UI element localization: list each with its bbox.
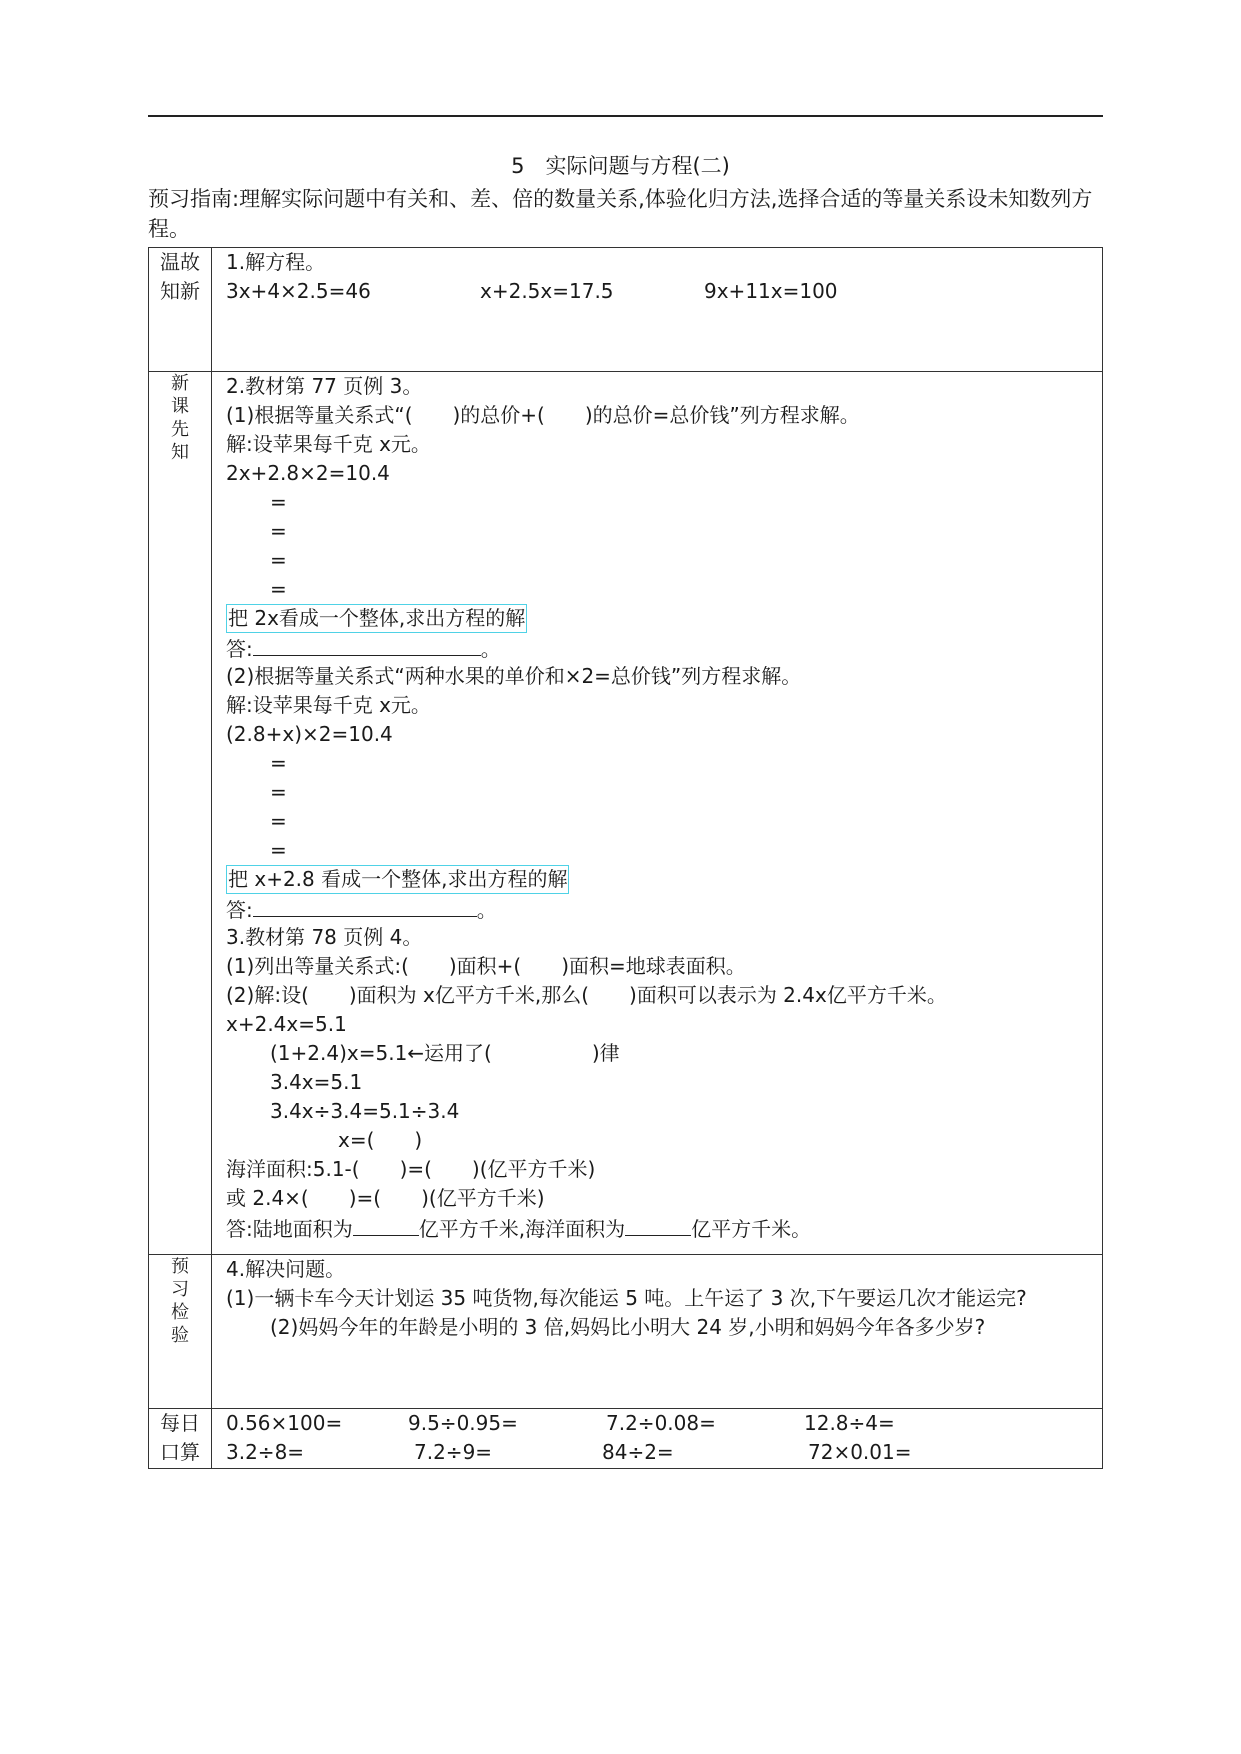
answer-line bbox=[226, 894, 1102, 923]
equation: 3.4x=5.1 bbox=[270, 1070, 363, 1094]
ocean-calculation: 或 2.4×( )=( )(亿平方千米) bbox=[226, 1186, 545, 1210]
answer-line bbox=[226, 1213, 1102, 1242]
answer-blank[interactable] bbox=[625, 1213, 691, 1236]
calc-item: 3.2÷8= bbox=[226, 1440, 305, 1464]
equation-blank-line: = bbox=[270, 490, 287, 514]
equation: x=( ) bbox=[338, 1128, 423, 1152]
problem-text: (2)妈妈今年的年龄是小明的 3 倍,妈妈比小明大 24 岁,小明和妈妈今年各多少岁? bbox=[270, 1315, 986, 1339]
section-label-check bbox=[149, 1255, 212, 1409]
section-label-daily bbox=[149, 1409, 212, 1469]
section-review bbox=[149, 248, 1103, 372]
question-heading: 4.解决问题。 bbox=[226, 1257, 346, 1281]
header-rule bbox=[148, 115, 1103, 117]
answer-prefix: 答: bbox=[226, 898, 253, 922]
section-daily bbox=[149, 1409, 1103, 1469]
instruction-text: (1)根据等量关系式“( )的总价+( )的总价=总价钱”列方程求解。 bbox=[226, 403, 860, 427]
equation-blank-line: = bbox=[270, 809, 287, 833]
label-char: 检 bbox=[171, 1302, 189, 1323]
answer-suffix: 。 bbox=[476, 898, 497, 922]
label-char: 先 bbox=[171, 419, 189, 440]
answer-text: 亿平方千米,海洋面积为 bbox=[418, 1217, 626, 1241]
equation: 3x+4×2.5=46 bbox=[226, 279, 371, 303]
answer-prefix: 答: bbox=[226, 637, 253, 661]
equation-blank-line: = bbox=[270, 780, 287, 804]
section-content-daily bbox=[212, 1409, 1103, 1469]
equation-blank-line: = bbox=[270, 838, 287, 862]
answer-blank[interactable] bbox=[353, 1213, 419, 1236]
section-check bbox=[149, 1255, 1103, 1409]
label-line: 知新 bbox=[160, 279, 200, 303]
label-line: 每日 bbox=[160, 1411, 200, 1435]
equation-blank-line: = bbox=[270, 751, 287, 775]
equation: 9x+11x=100 bbox=[704, 279, 838, 303]
section-content-review bbox=[212, 248, 1103, 372]
answer-suffix: 。 bbox=[480, 637, 501, 661]
label-char: 预 bbox=[171, 1256, 189, 1277]
instruction-text: (2)解:设( )面积为 x亿平方千米,那么( )面积可以表示为 2.4x亿平方千米。 bbox=[226, 983, 947, 1007]
ocean-calculation: 海洋面积:5.1-( )=( )(亿平方千米) bbox=[226, 1157, 596, 1181]
answer-blank[interactable] bbox=[253, 633, 481, 656]
label-line: 口算 bbox=[160, 1440, 200, 1464]
question-heading: 2.教材第 77 页例 3。 bbox=[226, 374, 423, 398]
calc-item: 84÷2= bbox=[602, 1440, 674, 1464]
calc-item: 0.56×100= bbox=[226, 1411, 343, 1435]
equation: 2x+2.8×2=10.4 bbox=[226, 461, 390, 485]
instruction-text: (2)根据等量关系式“两种水果的单价和×2=总价钱”列方程求解。 bbox=[226, 664, 802, 688]
section-label-review bbox=[149, 248, 212, 372]
calc-row bbox=[226, 1438, 1102, 1467]
label-line: 温故 bbox=[160, 250, 200, 274]
equation-blank-line: = bbox=[270, 548, 287, 572]
equation: x+2.4x=5.1 bbox=[226, 1012, 347, 1036]
instruction-text: (1)列出等量关系式:( )面积+( )面积=地球表面积。 bbox=[226, 954, 746, 978]
equation: (1+2.4)x=5.1←运用了( )律 bbox=[270, 1041, 620, 1065]
answer-text: 亿平方千米。 bbox=[691, 1217, 812, 1241]
question-heading: 3.教材第 78 页例 4。 bbox=[226, 925, 423, 949]
equation-blank-line: = bbox=[270, 577, 287, 601]
equation-blank-line: = bbox=[270, 519, 287, 543]
label-char: 验 bbox=[171, 1325, 189, 1346]
calc-item: 7.2÷0.08= bbox=[606, 1411, 716, 1435]
answer-text: 答:陆地面积为 bbox=[226, 1217, 353, 1241]
label-char: 知 bbox=[171, 442, 189, 463]
calc-row bbox=[226, 1409, 1102, 1438]
hint-box: 把 x+2.8 看成一个整体,求出方程的解 bbox=[226, 865, 569, 894]
calc-item: 9.5÷0.95= bbox=[408, 1411, 518, 1435]
calc-item: 72×0.01= bbox=[808, 1440, 912, 1464]
section-content-check bbox=[212, 1255, 1103, 1409]
answer-line bbox=[226, 633, 1102, 662]
hint-box: 把 2x看成一个整体,求出方程的解 bbox=[226, 604, 527, 633]
question-heading: 1.解方程。 bbox=[226, 250, 326, 274]
section-label-new bbox=[149, 372, 212, 1255]
label-char: 新 bbox=[171, 373, 189, 394]
calc-item: 12.8÷4= bbox=[804, 1411, 895, 1435]
solution-let: 解:设苹果每千克 x元。 bbox=[226, 432, 431, 456]
section-content-new bbox=[212, 372, 1103, 1255]
page-title: 5 实际问题与方程(二) bbox=[511, 154, 730, 178]
equation: (2.8+x)×2=10.4 bbox=[226, 722, 393, 746]
equation: x+2.5x=17.5 bbox=[480, 279, 614, 303]
worksheet-table bbox=[148, 247, 1103, 1469]
answer-blank[interactable] bbox=[253, 894, 477, 917]
calc-item: 7.2÷9= bbox=[414, 1440, 493, 1464]
equation: 3.4x÷3.4=5.1÷3.4 bbox=[270, 1099, 460, 1123]
equation-row bbox=[226, 277, 1102, 306]
solution-let: 解:设苹果每千克 x元。 bbox=[226, 693, 431, 717]
label-char: 习 bbox=[171, 1279, 189, 1300]
problem-text: (1)一辆卡车今天计划运 35 吨货物,每次能运 5 吨。上午运了 3 次,下午要运几次才能运完? bbox=[226, 1286, 1027, 1310]
section-new bbox=[149, 372, 1103, 1255]
label-char: 课 bbox=[171, 396, 189, 417]
preview-guide: 预习指南:理解实际问题中有关和、差、倍的数量关系,体验化归方法,选择合适的等量关系设未知数列方程。 bbox=[148, 187, 1093, 241]
